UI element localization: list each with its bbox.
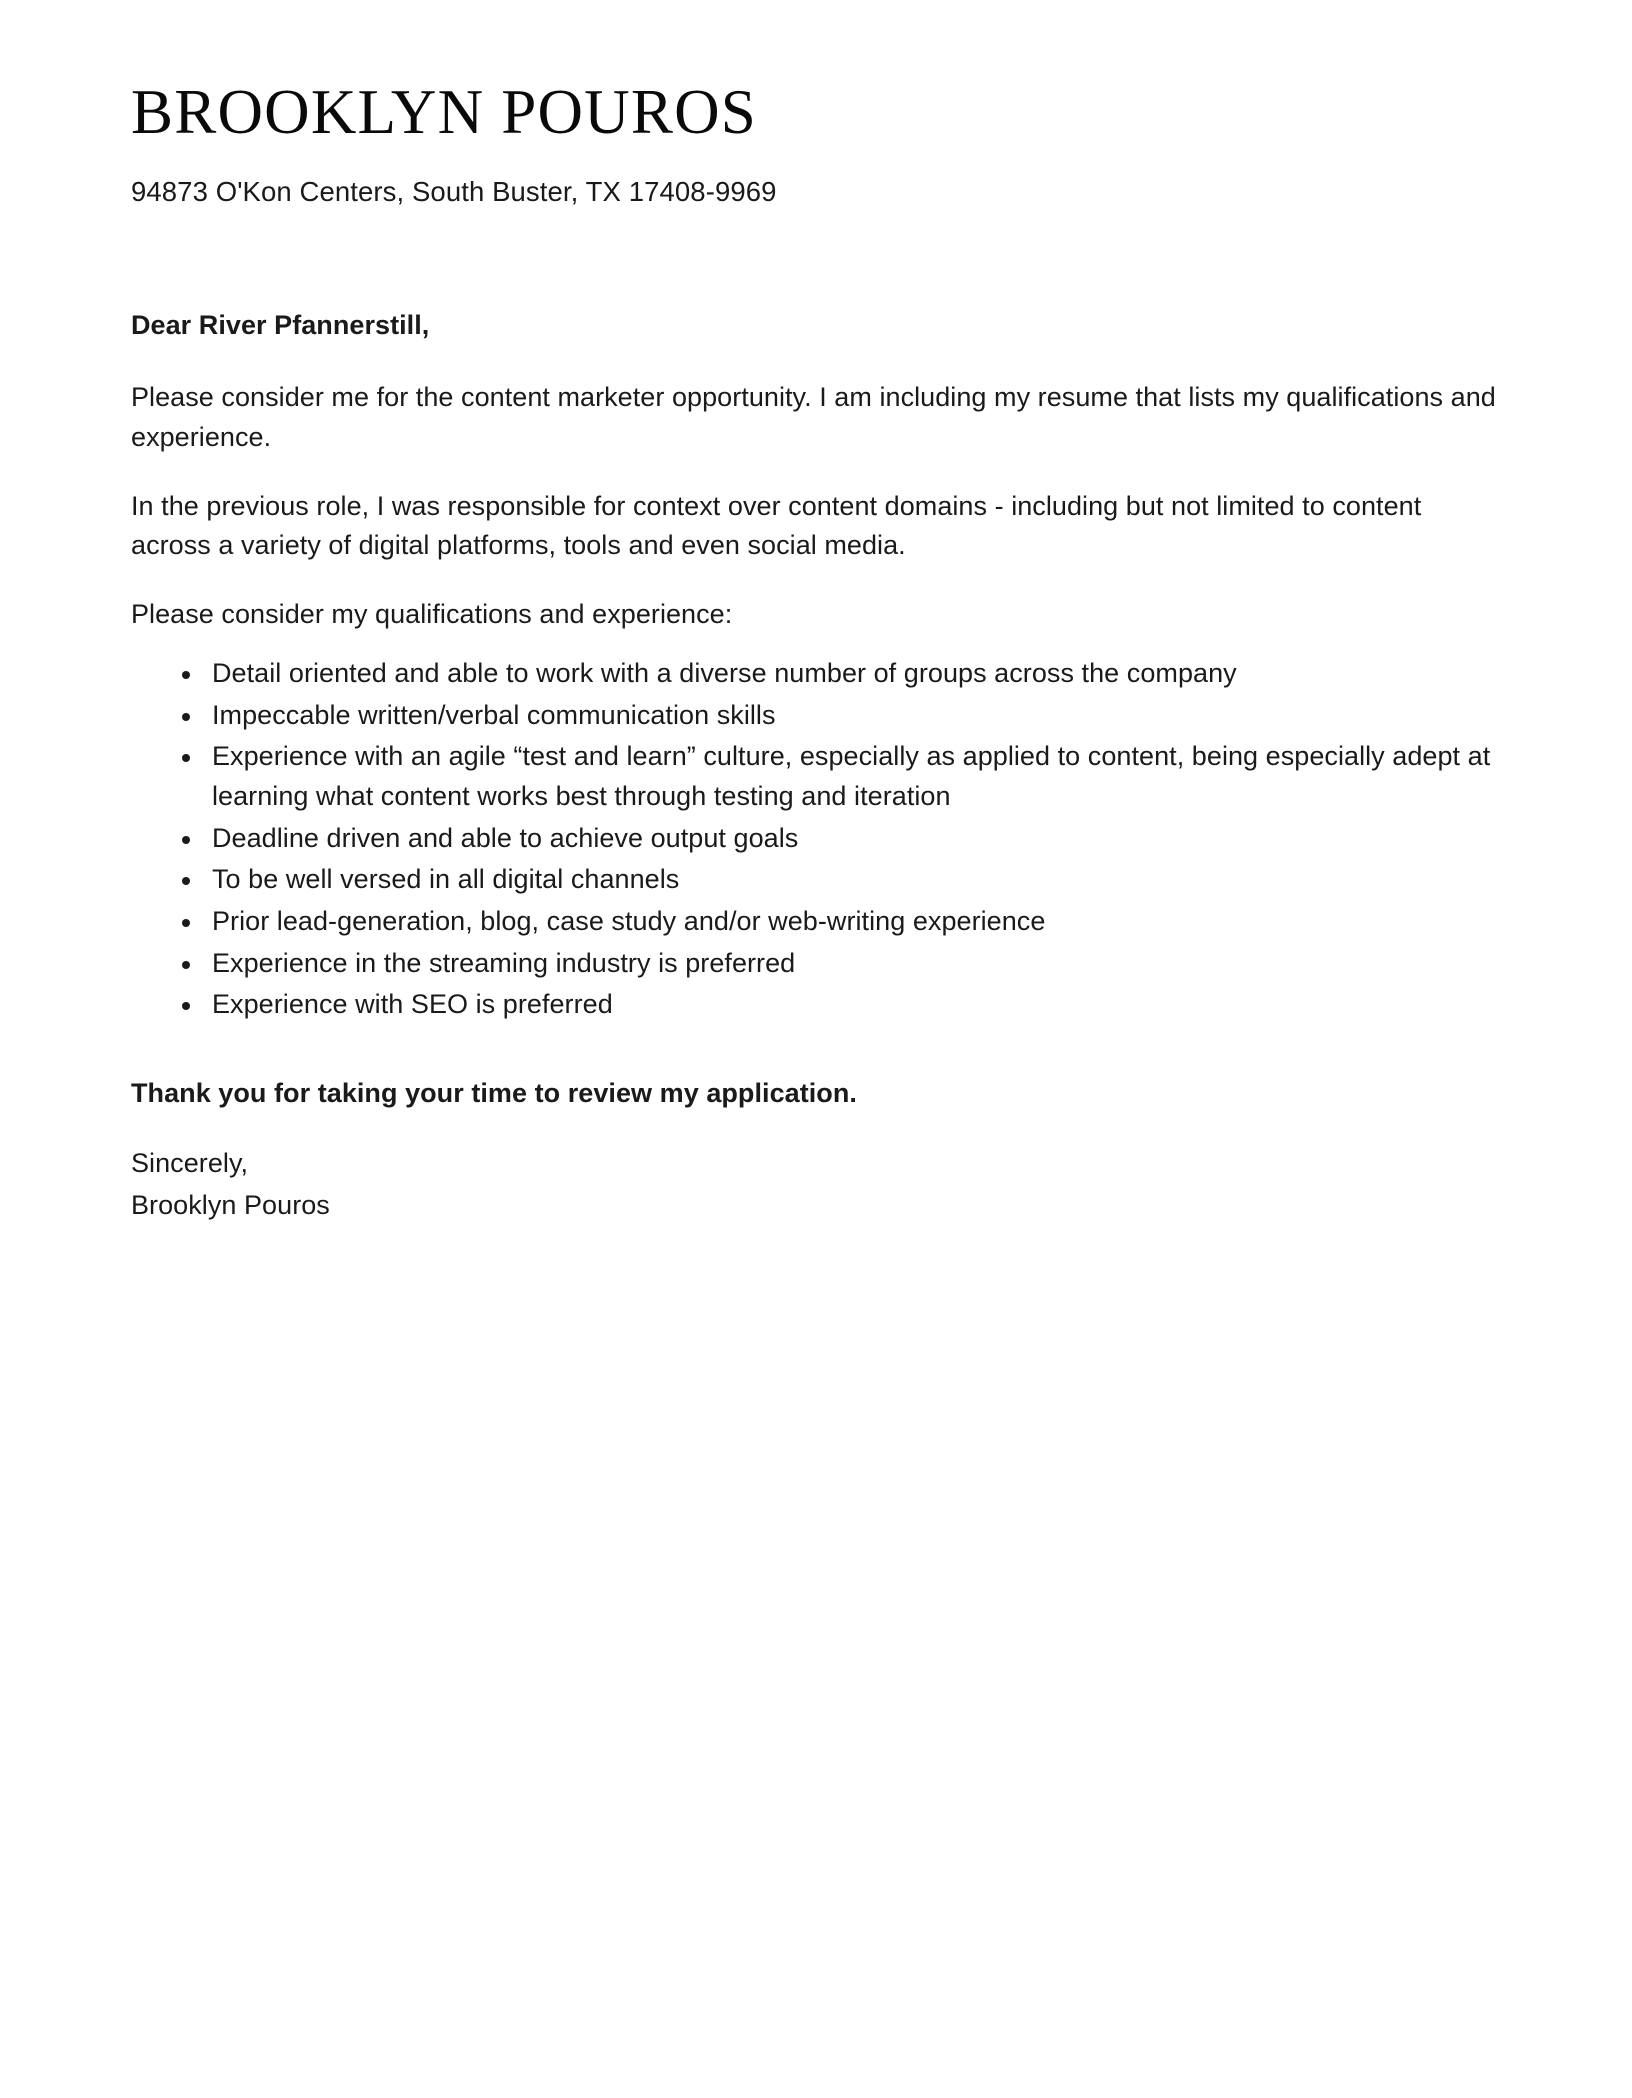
list-item: Experience with an agile “test and learn” culture, especially as applied to content, being especially adept at learning what content works best through testing and iteration (160, 736, 1501, 817)
list-item: Experience with SEO is preferred (160, 984, 1501, 1026)
qualifications-list (131, 635, 1501, 1026)
list-item: Impeccable written/verbal communication skills (160, 695, 1501, 737)
list-item: To be well versed in all digital channels (160, 859, 1501, 901)
list-item: Prior lead-generation, blog, case study and/or web-writing experience (160, 901, 1501, 943)
body-paragraph-2: In the previous role, I was responsible for context over content domains - including but not limited to content across a variety of digital platforms, tools and even social media. (131, 490, 1422, 561)
letter-content (131, 0, 1501, 1225)
letter-body (131, 210, 1501, 1225)
thank-you-line: Thank you for taking your time to review my application. (131, 1078, 857, 1108)
salutation: Dear River Pfannerstill, (131, 310, 430, 341)
list-item: Experience in the streaming industry is preferred (160, 943, 1501, 985)
body-paragraph-1: Please consider me for the content marketer opportunity. I am including my resume that lists my qualifications and experience. (131, 382, 1496, 453)
list-item: Deadline driven and able to achieve output goals (160, 818, 1501, 860)
applicant-name-heading: BROOKLYN POUROS (131, 77, 758, 147)
qualifications-intro: Please consider my qualifications and experience: (131, 599, 733, 630)
closing-line: Sincerely, (131, 1147, 249, 1178)
applicant-address: 94873 O'Kon Centers, South Buster, TX 17408-9969 (131, 176, 777, 208)
list-item: Detail oriented and able to work with a diverse number of groups across the company (160, 653, 1501, 695)
signature-name: Brooklyn Pouros (131, 1189, 330, 1220)
